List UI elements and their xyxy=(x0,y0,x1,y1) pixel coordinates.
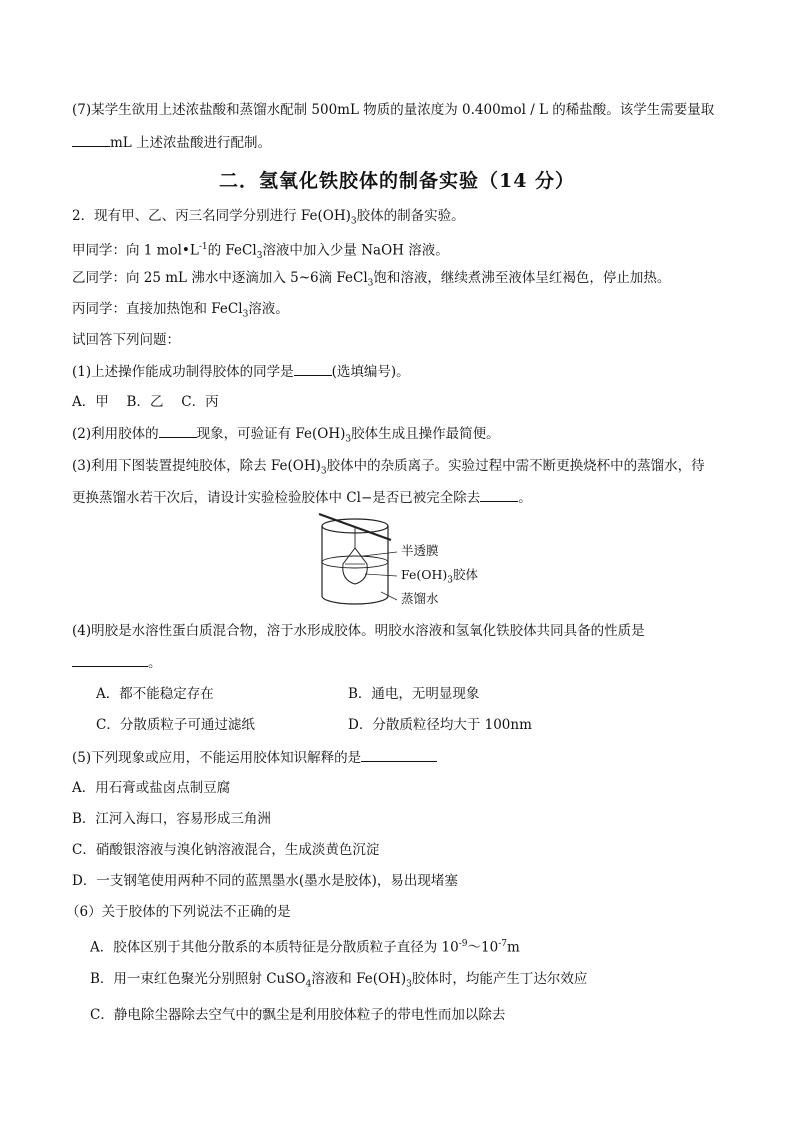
q7-line2: mL 上述浓盐酸进行配制。 xyxy=(72,132,271,153)
part5-option-b: B．江河入海口，容易形成三角洲 xyxy=(72,811,271,827)
part6-option-a: A．胶体区别于其他分散系的本质特征是分散质粒子直径为 $10^{-9}\sim 10^{-7}m$ xyxy=(90,939,520,956)
dialysis-apparatus-diagram xyxy=(315,512,485,612)
part1-options: A．甲 B．乙 C．丙 xyxy=(72,394,219,410)
dialysis-figure xyxy=(315,512,485,612)
part1: (1)上述操作能成功制得胶体的同学是 (选填编号)。 xyxy=(72,361,410,382)
part4-line1: (4)明胶是水溶性蛋白质混合物，溶于水形成胶体。明胶水溶液和氢氧化铁胶体共同具备的性质是 xyxy=(72,623,645,639)
part4-option-d: D．分散质粒径均大于 100nm xyxy=(348,717,532,733)
student-yi: 乙同学：向 25 mL 沸水中逐滴加入 5~6滴 FeCl$_3$饱和溶液，继续煮沸至液体呈红褐色，停止加热。 xyxy=(72,270,671,289)
part4-line2: 。 xyxy=(72,652,162,673)
answer-blank[interactable] xyxy=(72,132,110,147)
label-water: 蒸馏水 xyxy=(401,591,439,606)
answer-blank[interactable] xyxy=(159,423,197,438)
answer-blank[interactable] xyxy=(480,487,518,502)
answer-blank[interactable] xyxy=(294,361,332,376)
q7-line1: (7)某学生欲用上述浓盐酸和蒸馏水配制 500mL 物质的量浓度为 0.400mol / L 的稀盐酸。该学生需要量取 xyxy=(72,102,715,118)
label-colloid: $Fe(OH)_3$胶体 xyxy=(401,567,479,586)
label-membrane: 半透膜 xyxy=(401,543,439,558)
part3-line2: 更换蒸馏水若干次后，请设计实验检验胶体中 Cl−是否已被完全除去 。 xyxy=(72,487,532,508)
answer-blank[interactable] xyxy=(361,747,437,762)
part6-option-c: C．静电除尘器除去空气中的飘尘是利用胶体粒子的带电性而加以除去 xyxy=(90,1007,506,1023)
student-bing: 丙同学：直接加热饱和 FeCl$_3$溶液。 xyxy=(72,301,289,320)
part6-option-b: B．用一束红色聚光分别照射 CuSO$_4$溶液和 $Fe(OH)_3$胶体时，均能产生丁达尔效应 xyxy=(90,971,588,990)
part6: （6）关于胶体的下列说法不正确的是 xyxy=(66,904,291,920)
part4-option-c: C．分散质粒子可通过滤纸 xyxy=(96,717,255,733)
answer-blank[interactable] xyxy=(72,652,148,667)
section-title: 二．氢氧化铁胶体的制备实验（14 分） xyxy=(218,170,576,192)
q2-intro: 2．现有甲、乙、丙三名同学分别进行 $Fe(OH)_3$胶体的制备实验。 xyxy=(72,208,465,227)
part5-option-c: C．硝酸银溶液与溴化钠溶液混合，生成淡黄色沉淀 xyxy=(72,842,380,858)
part3-line1: (3)利用下图装置提纯胶体，除去 $Fe(OH)_3$胶体中的杂质离子。实验过程中需不断更换烧杯中的蒸馏水，待 xyxy=(72,458,705,477)
part2: (2)利用胶体的 现象，可验证有 $Fe(OH)_3$胶体生成且操作最简便。 xyxy=(72,423,500,450)
part4-option-b: B．通电，无明显现象 xyxy=(348,686,480,702)
part4-option-a: A．都不能稳定存在 xyxy=(96,686,214,702)
part5-option-d: D．一支钢笔使用两种不同的蓝黑墨水(墨水是胶体)，易出现堵塞 xyxy=(72,873,458,889)
prompt: 试回答下列问题： xyxy=(72,332,180,348)
part5-option-a: A．用石膏或盐卤点制豆腐 xyxy=(72,780,231,796)
student-jia: 甲同学：向 1 $mol•L^{-1}$的 FeCl$_3$溶液中加入少量 NaOH 溶液。 xyxy=(72,242,449,262)
part5: (5)下列现象或应用，不能运用胶体知识解释的是 xyxy=(72,747,437,768)
